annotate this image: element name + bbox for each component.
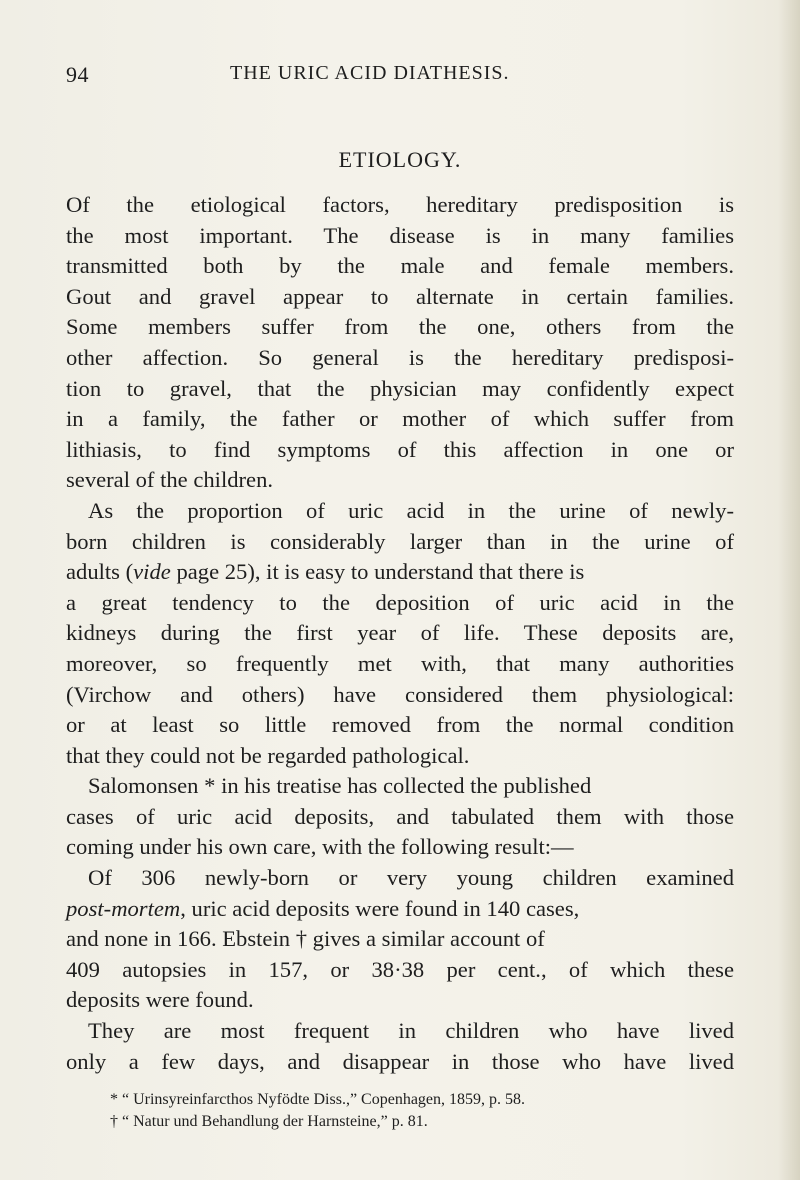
page-edge-shadow <box>778 0 800 1180</box>
running-head <box>66 62 726 92</box>
text-line: Of the etiological factors, hereditary predisposition is <box>66 192 734 217</box>
running-title: THE URIC ACID DIATHESIS. <box>230 62 510 84</box>
text-line: other affection. So general is the hereditary predisposi- <box>66 344 734 370</box>
text-line: several of the children. <box>66 467 274 493</box>
footnote: † “ Natur und Behandlung der Harnsteine,” p. 81. <box>110 1113 428 1130</box>
text-fragment: and none in 166. Ebstein <box>66 926 291 952</box>
text-fragment <box>66 557 584 588</box>
text-line: in a family, the father or mother of which suffer from <box>66 406 734 432</box>
footnote-mark-dagger: † <box>295 926 307 952</box>
text-line <box>66 557 734 588</box>
text-line: cases of uric acid deposits, and tabulated them with those <box>66 803 734 829</box>
text-fragment: , uric acid deposits were found in 140 cases, <box>180 895 580 921</box>
text-line: (Virchow and others) have considered them physiological: <box>66 681 734 707</box>
body-text <box>66 190 734 1077</box>
text-line: coming under his own care, with the following result:— <box>66 834 574 860</box>
footnote: * “ Urinsyreinfarcthos Nyfödte Diss.,” Copenhagen, 1859, p. 58. <box>110 1091 526 1108</box>
text-line: kidneys during the first year of life. These deposits are, <box>66 620 734 646</box>
page-number: 94 <box>66 62 89 87</box>
text-line: As the proportion of uric acid in the urine of newly- <box>88 497 734 523</box>
text-line <box>66 894 734 925</box>
vide-word: vide <box>133 559 171 585</box>
text-line <box>66 924 734 955</box>
text-line: They are most frequent in children who have lived <box>88 1018 734 1044</box>
text-fragment: page 25), it is easy to understand that there is <box>176 559 585 585</box>
footnote-mark-star: * <box>204 773 216 799</box>
adults-word: adults ( <box>66 559 134 585</box>
text-line: deposits were found. <box>66 987 254 1013</box>
text-line: lithiasis, to find symptoms of this affection in one or <box>66 436 734 462</box>
text-line: a great tendency to the deposition of uric acid in the <box>66 589 734 615</box>
footnotes <box>110 1089 750 1133</box>
text-line: Some members suffer from the one, others from the <box>66 314 734 340</box>
text-line: only a few days, and disappear in those who have lived <box>66 1048 734 1074</box>
text-line: Gout and gravel appear to alternate in certain families. <box>66 283 734 309</box>
section-heading: ETIOLOGY. <box>338 147 462 172</box>
text-line: 409 autopsies in 157, or 38·38 per cent., of which these <box>66 956 734 982</box>
post-mortem-term: post-mortem <box>66 895 181 921</box>
text-fragment: gives a similar account of <box>312 926 545 952</box>
author-salomonsen: Salomonsen <box>88 773 199 799</box>
text-line: or at least so little removed from the normal condition <box>66 712 734 738</box>
text-line: born children is considerably larger than in the urine of <box>66 528 734 554</box>
text-line: Of 306 newly-born or very young children examined <box>88 865 734 891</box>
text-line: moreover, so frequently met with, that many authorities <box>66 650 734 676</box>
text-line: the most important. The disease is in many families <box>66 222 734 248</box>
text-line: tion to gravel, that the physician may confidently expect <box>66 375 734 401</box>
text-fragment: in his treatise has collected the published <box>221 773 592 799</box>
text-line: transmitted both by the male and female members. <box>66 253 734 279</box>
text-line <box>66 771 734 802</box>
text-line: that they could not be regarded pathological. <box>66 742 470 768</box>
